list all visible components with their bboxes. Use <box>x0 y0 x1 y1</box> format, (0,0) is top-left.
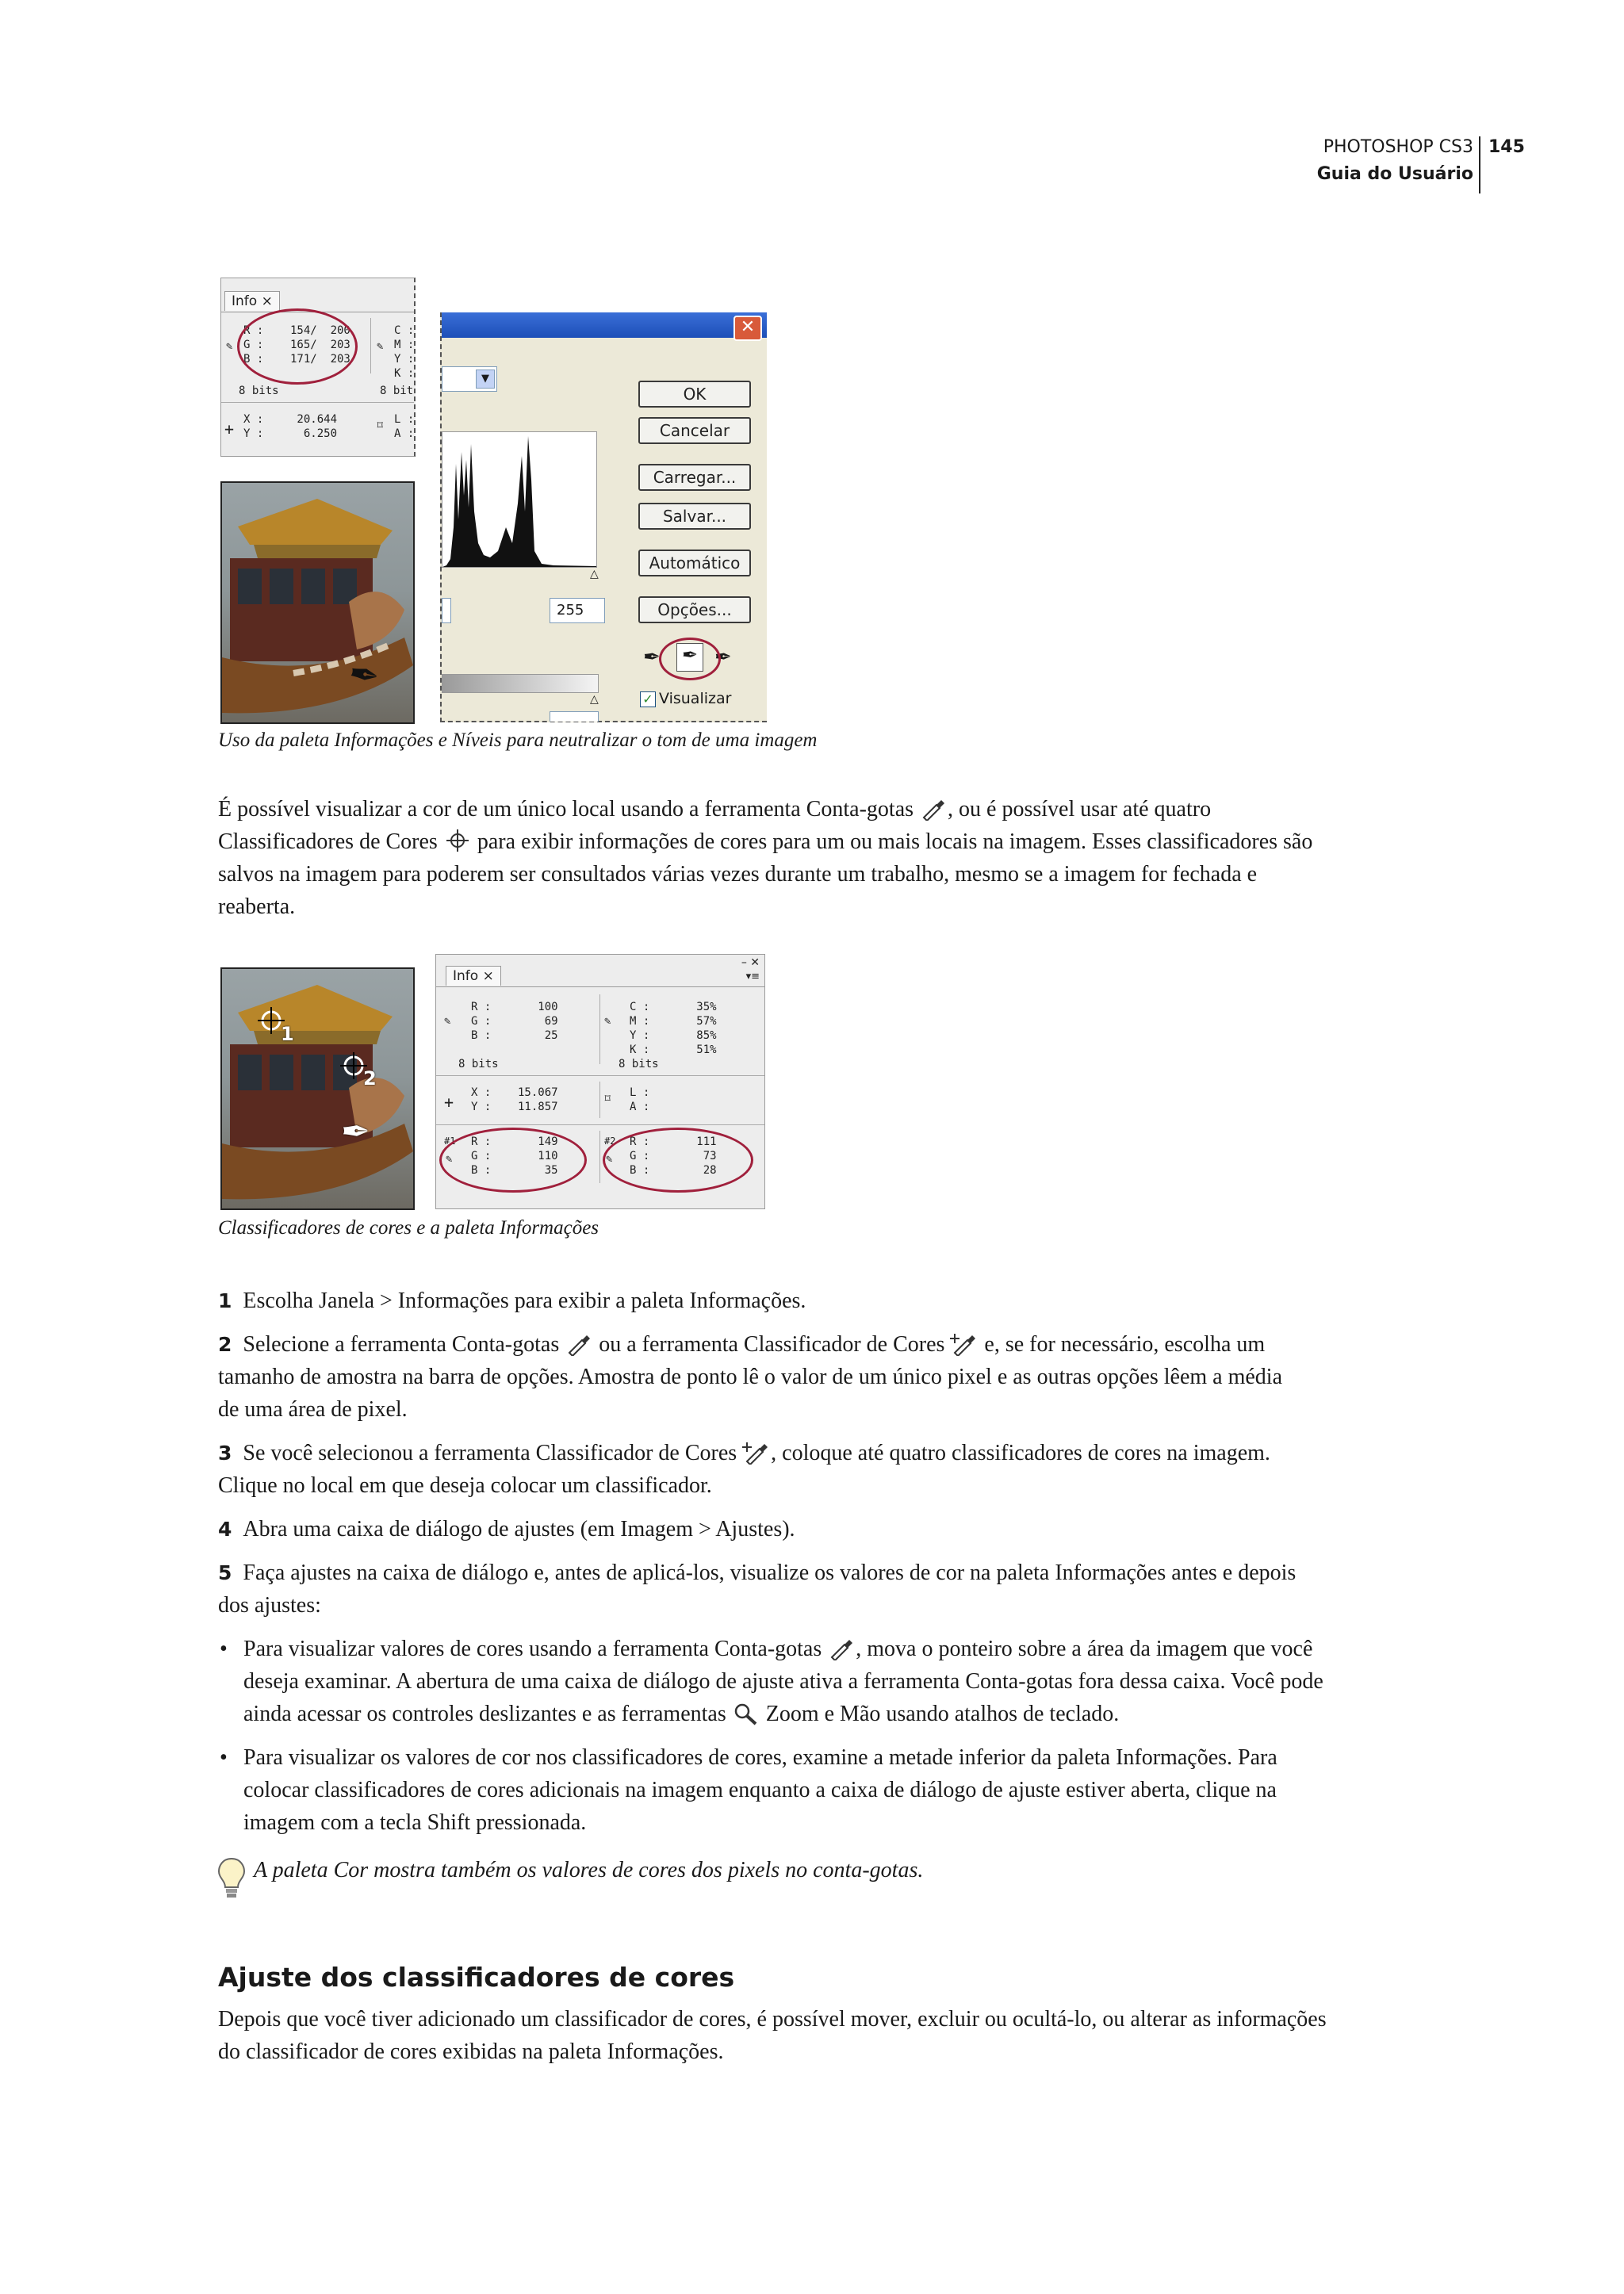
boat-illustration-2 <box>222 969 413 1208</box>
bullet-dot: • <box>220 1745 228 1770</box>
info-rgb-row-b: B : 171/ 203 <box>243 353 350 366</box>
options-button[interactable]: Opções... <box>638 596 751 623</box>
bits-left-2: 8 bits <box>458 1058 499 1070</box>
step-text: ou a ferramenta Classificador de Cores <box>599 1332 945 1357</box>
rgb-row-r: R : 100 <box>471 1001 558 1013</box>
step-3 <box>218 1437 1423 1502</box>
palette-menu-icon[interactable]: ▾≡ <box>745 971 760 982</box>
black-eyedropper-icon[interactable]: ✒ <box>643 645 661 669</box>
intro-paragraph <box>218 793 1423 923</box>
bullet-text: Para visualizar valores de cores usando a ferramenta Conta-gotas <box>243 1637 822 1661</box>
auto-button[interactable]: Automático <box>638 550 751 576</box>
step-number: 3 <box>218 1442 232 1465</box>
figure1-caption: Uso da paleta Informações e Níveis para neutralizar o tom de uma imagem <box>218 730 818 751</box>
info-tab: Info × <box>224 291 280 311</box>
preview-checkbox[interactable]: ✓ <box>640 691 656 707</box>
sampler2-label: #2 <box>604 1136 616 1147</box>
step-text: Selecione a ferramenta Conta-gotas <box>243 1332 560 1357</box>
sampler-marker-1: 1 <box>281 1023 294 1045</box>
eyedropper-highlight-circle <box>659 638 721 680</box>
sampler2-eyedropper-icon: ✎ <box>606 1153 613 1166</box>
step-number: 5 <box>218 1561 232 1584</box>
boat-illustration <box>222 483 413 722</box>
sampler2-row-r: R : 111 <box>630 1136 717 1148</box>
step-text: Escolha Janela > Informações para exibir a paleta Informações. <box>243 1289 806 1313</box>
bullet-text: deseja examinar. A abertura de uma caixa de diálogo de ajuste ativa a ferramenta Conta-gotas fora dessa caixa. Você pode <box>243 1669 1323 1694</box>
l-label: L : <box>630 1086 650 1099</box>
info-rgb-row-r: R : 154/ 200 <box>243 324 350 337</box>
preview-label: Visualizar <box>659 690 732 707</box>
output-slider-icon[interactable]: △ <box>590 693 599 706</box>
cmyk-row-m: M : 57% <box>630 1015 717 1028</box>
zoom-tool-icon <box>732 1702 760 1725</box>
info-bits-left: 8 bits <box>239 385 279 397</box>
step-text: Se você selecionou a ferramenta Classificador de Cores <box>243 1441 737 1465</box>
cmyk-row-y: Y : 85% <box>630 1029 717 1042</box>
step-number: 4 <box>218 1518 232 1541</box>
steps-list <box>218 1285 1423 1850</box>
ok-button[interactable]: OK <box>638 381 751 408</box>
selection-size-icon: ⌑ <box>377 419 384 432</box>
info-rgb-row-g: G : 165/ 203 <box>243 339 350 351</box>
section-line2: do classificador de cores exibidas na paleta Informações. <box>218 2039 724 2064</box>
y-row: Y : 11.857 <box>471 1101 558 1113</box>
intro-part3: Classificadores de Cores <box>218 829 438 854</box>
chevron-down-icon: ▼ <box>476 370 495 389</box>
section-paragraph <box>218 2003 1423 2068</box>
step-text: de uma área de pixel. <box>218 1397 408 1422</box>
info-bits-right: 8 bit <box>380 385 414 397</box>
close-icon[interactable]: ✕ <box>733 316 762 341</box>
bullet-2 <box>218 1741 1423 1839</box>
sampler1-row-r: R : 149 <box>471 1136 558 1148</box>
x-row: X : 15.067 <box>471 1086 558 1099</box>
selection-size-icon-2: ⌑ <box>604 1093 611 1105</box>
figure2-caption: Classificadores de cores e a paleta Informações <box>218 1217 599 1239</box>
cmyk-row-k: K : 51% <box>630 1044 717 1056</box>
white-eyedropper-icon[interactable]: ✒ <box>714 645 732 669</box>
levels-dialog-crop <box>440 312 767 722</box>
bullet-text: Para visualizar os valores de cor nos classificadores de cores, examine a metade inferior da paleta Informações. Para <box>243 1745 1277 1770</box>
step-text: e, se for necessário, escolha um <box>984 1332 1266 1357</box>
step-text: Abra uma caixa de diálogo de ajustes (em Imagem > Ajustes). <box>243 1517 795 1541</box>
bullet-text: ainda acessar os controles deslizantes e as ferramentas <box>243 1702 726 1726</box>
bullet-text: , mova o ponteiro sobre a área da imagem que você <box>856 1637 1313 1661</box>
eyedropper-tool-icon <box>565 1332 593 1356</box>
section-heading: Ajuste dos classificadores de cores <box>218 1962 735 1993</box>
bullet-text: colocar classificadores de cores adicionais na imagem enquanto a caixa de diálogo de ajuste estiver aberta, clique na <box>243 1778 1277 1802</box>
step-text: dos ajustes: <box>218 1593 321 1618</box>
dialog-titlebar <box>442 312 767 338</box>
info-palette <box>435 954 765 1209</box>
info-a-label: A : <box>394 427 415 440</box>
intro-line4: reaberta. <box>218 894 296 919</box>
info-x-row: X : 20.644 <box>243 413 338 426</box>
bullet-text: imagem com a tecla Shift pressionada. <box>243 1810 587 1835</box>
sampler2-highlight-circle <box>603 1128 753 1193</box>
bullet-1 <box>218 1633 1423 1730</box>
info-l-label: L : <box>394 413 415 426</box>
step-text: Clique no local em que deseja colocar um classificador. <box>218 1473 712 1498</box>
sampler1-label: #1 <box>444 1136 456 1147</box>
header-product: PHOTOSHOP CS3 <box>1323 137 1473 157</box>
highlight-circle <box>237 308 358 385</box>
info-cmyk-c: C : <box>394 324 415 337</box>
rgb-row-b: B : 25 <box>471 1029 558 1042</box>
boat-photo <box>220 481 415 724</box>
step-5 <box>218 1557 1423 1622</box>
color-sampler-cursor-icon: ✒ <box>341 1112 370 1152</box>
tip-text: A paleta Cor mostra também os valores de cores dos pixels no conta-gotas. <box>254 1858 924 1882</box>
crosshair-icon: + <box>224 419 235 439</box>
a-label: A : <box>630 1101 650 1113</box>
input-level-field[interactable] <box>442 598 451 623</box>
step-2 <box>218 1328 1423 1426</box>
color-sampler-icon <box>443 829 472 853</box>
intro-part1: É possível visualizar a cor de um único local usando a ferramenta Conta-gotas <box>218 797 914 821</box>
sampler-marker-2: 2 <box>363 1067 377 1090</box>
output-gradient-bar <box>442 674 599 693</box>
sampler1-highlight-circle <box>439 1128 587 1193</box>
sampler1-eyedropper-icon: ✎ <box>446 1153 453 1166</box>
crosshair-icon-2: + <box>444 1093 454 1112</box>
sampler2-row-g: G : 73 <box>630 1150 717 1162</box>
lightbulb-icon <box>216 1855 247 1907</box>
intro-part2: , ou é possível usar até quatro <box>948 797 1212 821</box>
info-cmyk-y: Y : <box>394 353 415 366</box>
channel-dropdown[interactable] <box>442 366 497 392</box>
eyedropper-icon-cmyk: ✎ <box>377 340 384 353</box>
bits-right-2: 8 bits <box>619 1058 659 1070</box>
rgb-row-g: G : 69 <box>471 1015 558 1028</box>
info-cmyk-m: M : <box>394 339 415 351</box>
sampler1-row-b: B : 35 <box>471 1164 558 1177</box>
intro-line3: salvos na imagem para poderem ser consultados várias vezes durante um trabalho, mesmo se a imagem for fechada e <box>218 862 1258 887</box>
info-y-row: Y : 6.250 <box>243 427 338 440</box>
color-sampler-tool-icon <box>742 1441 771 1465</box>
sampler2-row-b: B : 28 <box>630 1164 717 1177</box>
header-divider <box>1479 136 1480 193</box>
step-4 <box>218 1513 1423 1545</box>
eyedropper-icon: ✎ <box>226 340 233 353</box>
histogram <box>442 431 597 568</box>
intro-part4: para exibir informações de cores para um ou mais locais na imagem. Esses classificadores são <box>477 829 1313 854</box>
eyedropper-icon-rgb: ✎ <box>444 1015 451 1028</box>
triangle-slider-icon[interactable]: △ <box>590 568 599 580</box>
info-cmyk-k: K : <box>394 367 415 380</box>
step-number: 2 <box>218 1333 232 1356</box>
output-field[interactable] <box>550 711 599 722</box>
info-palette-crop <box>220 278 416 457</box>
section-line1: Depois que você tiver adicionado um classificador de cores, é possível mover, excluir ou ocultá-lo, ou alterar as informações <box>218 2007 1327 2032</box>
load-button[interactable]: Carregar... <box>638 464 751 491</box>
cmyk-row-c: C : 35% <box>630 1001 717 1013</box>
white-input-field[interactable]: 255 <box>550 598 605 623</box>
bullet-dot: • <box>220 1637 228 1661</box>
sampler1-row-g: G : 110 <box>471 1150 558 1162</box>
eyedropper-tool-icon <box>827 1637 856 1660</box>
step-text: tamanho de amostra na barra de opções. Amostra de ponto lê o valor de um único pixel e as outras opções lêem a média <box>218 1365 1283 1389</box>
info-tab-2: Info × <box>446 966 501 986</box>
eyedropper-icon-cmyk-2: ✎ <box>604 1015 611 1028</box>
gray-eyedropper-icon[interactable]: ✒ <box>676 643 703 672</box>
step-number: 1 <box>218 1289 232 1312</box>
step-1 <box>218 1285 1423 1317</box>
cancel-button[interactable]: Cancelar <box>638 417 751 444</box>
header-guide-title: Guia do Usuário <box>1316 164 1473 184</box>
minimize-close-icon[interactable]: – ✕ <box>741 956 760 969</box>
save-button[interactable]: Salvar... <box>638 503 751 530</box>
boat-photo-samplers <box>220 967 415 1210</box>
eyedropper-tool-icon <box>919 797 948 821</box>
step-text: , coloque até quatro classificadores de cores na imagem. <box>771 1441 1270 1465</box>
step-text: Faça ajustes na caixa de diálogo e, antes de aplicá-los, visualize os valores de cor na paleta Informações antes e depois <box>243 1561 1297 1585</box>
eyedropper-cursor-icon: ✒ <box>345 651 383 699</box>
bullet-text: Zoom e Mão usando atalhos de teclado. <box>765 1702 1120 1726</box>
color-sampler-tool-icon <box>950 1332 979 1356</box>
page-number: 145 <box>1488 137 1525 157</box>
